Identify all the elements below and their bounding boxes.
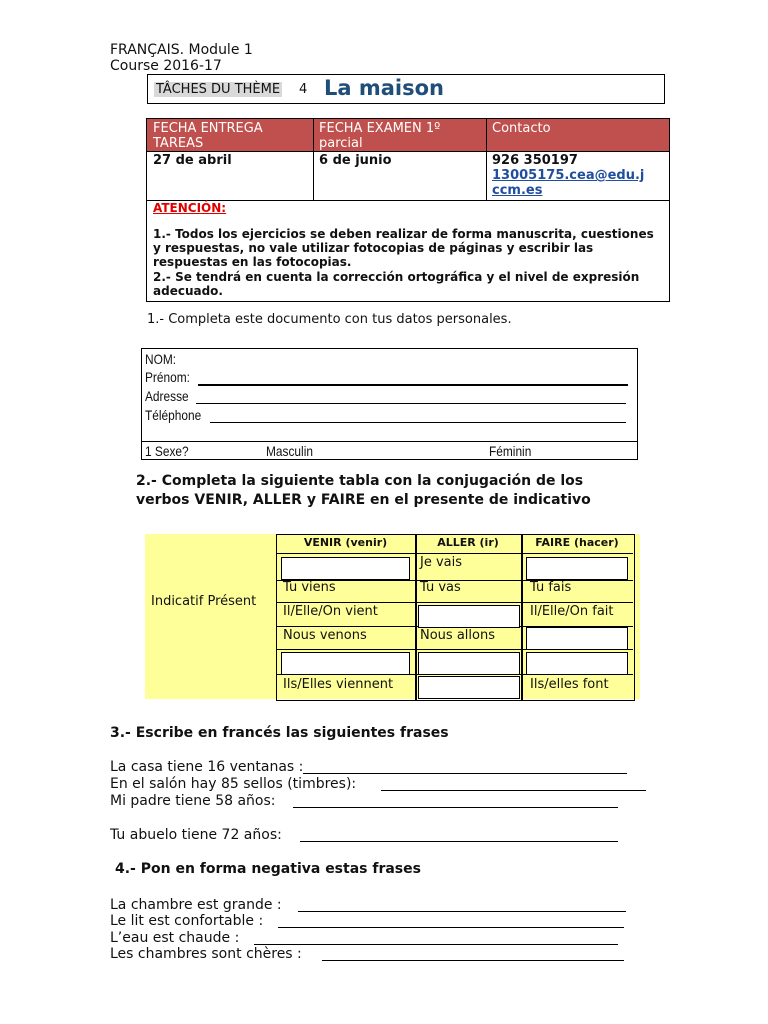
exam-date: 6 de junio [319,153,392,168]
masculin-option[interactable]: Masculin [266,443,313,459]
vous-faire-input[interactable] [526,652,628,675]
nous-faire-input[interactable] [526,627,628,650]
theme-label: TÂCHES DU THÈME [156,82,281,97]
header-exam: FECHA EXAMEN 1º parcial [319,121,441,151]
header-course: Course 2016-17 [110,58,222,74]
q4-sentence-4: Les chambres sont chères : [110,946,302,962]
theme-title: La maison [324,76,444,100]
field-nom-label: NOM: [145,351,177,367]
q4-answer-line-4[interactable] [322,960,624,961]
q4-answer-line-1[interactable] [298,911,626,912]
question-4: 4.- Pon en forma negativa estas frases [115,861,421,877]
q3-sentence-4: Tu abuelo tiene 72 años: [110,827,282,843]
question-3: 3.- Escribe en francés las siguientes frases [110,725,449,741]
question-2-line1: 2.- Completa la siguiente tabla con la conjugación de los [136,473,584,489]
ils-aller-input[interactable] [418,676,520,699]
info-table-row [147,152,669,201]
tu-faire-cell: Tu fais [530,580,572,595]
q4-sentence-2: Le lit est confortable : [110,913,264,929]
header-module: FRANÇAIS. Module 1 [110,42,253,58]
conjugation-tense-label: Indicatif Présent [151,594,257,609]
tu-venir-cell: Tu viens [283,580,336,595]
row-line [276,602,633,603]
faire-header: FAIRE (hacer) [535,536,619,549]
question-1: 1.- Completa este documento con tus datos personales. [147,312,512,327]
q4-sentence-3: L’eau est chaude : [110,930,240,946]
venir-header: VENIR (venir) [303,536,388,549]
info-table [146,118,670,302]
q3-sentence-3: Mi padre tiene 58 años: [110,793,276,809]
field-telephone-label: Téléphone [145,407,202,423]
nous-aller-cell: Nous allons [420,628,495,643]
ils-faire-cell: Ils/elles font [530,677,609,692]
info-table-header [147,119,669,152]
rule-2: 2.- Se tendrá en cuenta la corrección ortográfica y el nivel de expresión adecuado. [153,270,640,298]
je-faire-input[interactable] [526,557,628,580]
conjugation-table [145,534,640,699]
telephone-line[interactable] [210,422,626,423]
prenom-line[interactable] [198,384,628,386]
nous-venir-cell: Nous venons [283,628,367,643]
theme-number: 4 [299,82,308,97]
field-prenom-label: Prénom: [145,369,190,385]
box-divider [142,441,637,442]
contact-phone: 926 350197 [492,153,578,168]
personal-data-box [141,348,638,460]
je-venir-input[interactable] [281,557,410,580]
theme-box [147,74,665,104]
question-2-line2: verbos VENIR, ALLER y FAIRE en el presente de indicativo [136,492,591,508]
ils-venir-cell: Ils/Elles viennent [283,677,394,692]
q4-answer-line-2[interactable] [278,927,624,928]
header-contact: Contacto [492,121,551,136]
vous-venir-input[interactable] [281,652,410,675]
header-delivery: FECHA ENTREGA TAREAS [153,121,263,151]
rule-1: 1.- Todos los ejercicios se deben realizar de forma manuscrita, cuestiones y respuestas, no vale utilizar fotocopias de páginas y escribir las respuestas en las fotocopias. [153,227,654,269]
sexe-label: 1 Sexe? [145,443,189,459]
atencion-label: ATENCIÓN: [153,201,227,215]
q3-answer-line-1[interactable] [303,773,627,774]
il-faire-cell: Il/Elle/On fait [530,604,614,619]
delivery-date: 27 de abril [153,153,232,168]
contact-email-link-cont[interactable]: ccm.es [492,183,543,198]
je-aller-cell: Je vais [420,555,463,570]
field-adresse-label: Adresse [145,388,189,404]
q4-answer-line-3[interactable] [254,944,618,945]
q3-answer-line-2[interactable] [381,790,646,791]
q3-answer-line-4[interactable] [300,841,618,842]
q3-answer-line-3[interactable] [293,807,618,808]
q4-sentence-1: La chambre est grande : [110,897,282,913]
q3-sentence-2: En el salón hay 85 sellos (timbres): [110,776,357,792]
q3-sentence-1: La casa tiene 16 ventanas : [110,759,304,775]
tu-aller-cell: Tu vas [420,580,461,595]
feminin-option[interactable]: Féminin [489,443,532,459]
adresse-line[interactable] [196,403,626,404]
il-venir-cell: Il/Elle/On vient [283,604,378,619]
il-aller-input[interactable] [418,605,520,628]
contact-email-link[interactable]: 13005175.cea@edu.j [492,168,645,183]
header-row-line [276,553,633,554]
aller-header: ALLER (ir) [437,536,499,549]
vous-aller-input[interactable] [418,652,520,675]
question-2 [136,472,591,510]
